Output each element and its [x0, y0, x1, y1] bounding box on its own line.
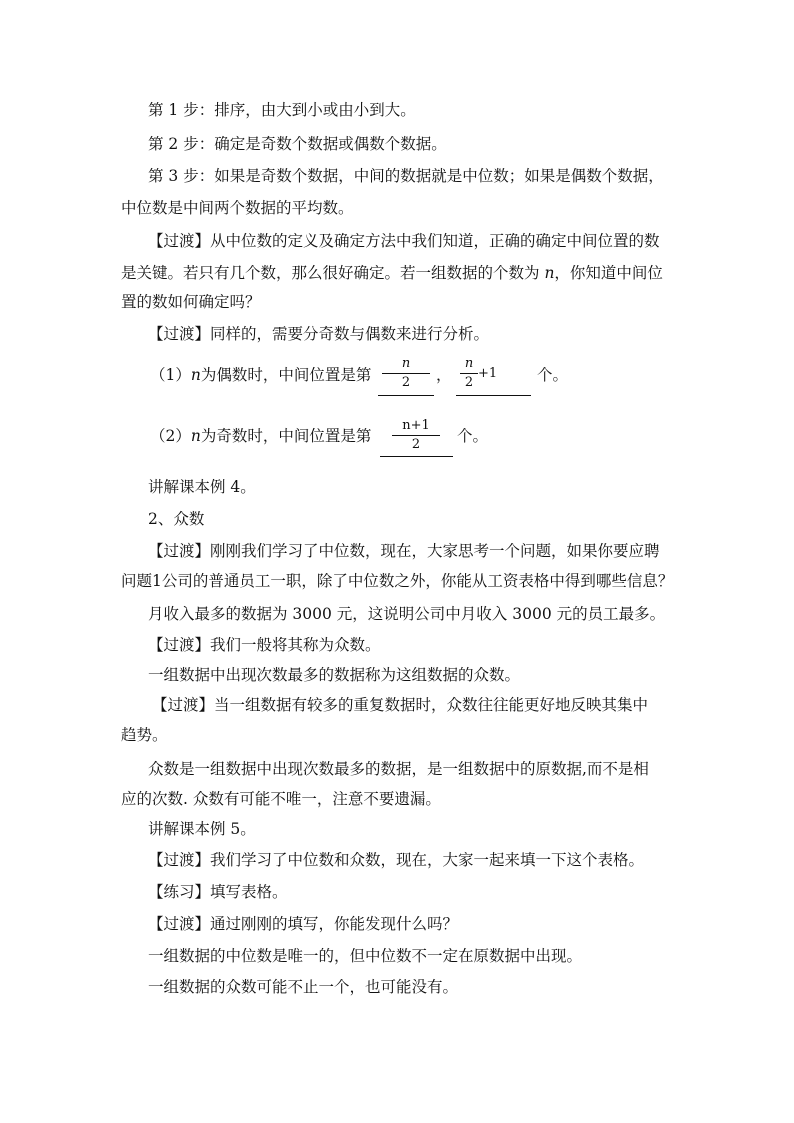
transition-3-line-1: 【过渡】刚刚我们学习了中位数，现在，大家思考一个问题，如果你要应聘	[148, 542, 660, 560]
transition-5-line-1: 【过渡】当一组数据有较多的重复数据时，众数往往能更好地反映其集中	[152, 696, 649, 714]
transition-5-line-2: 趋势。	[121, 726, 168, 744]
transition-3-line-2: 问题1公司的普通员工一职，除了中位数之外，你能从工资表格中得到哪些信息？	[121, 572, 674, 590]
section-heading-mode: 2、众数	[148, 510, 205, 528]
transition-7: 【过渡】通过刚刚的填写，你能发现什么吗？	[148, 915, 459, 933]
case-1-fraction-1: n 2	[376, 356, 436, 391]
step-2: 第 2 步：确定是奇数个数据或偶数个数据。	[148, 135, 447, 153]
case-2-suffix: 个。	[457, 427, 489, 445]
case-2-text: （2）n为奇数时，中间位置是第	[150, 427, 372, 445]
mode-note-line-2: 应的次数. 众数有可能不唯一，注意不要遗漏。	[121, 790, 441, 808]
conclusion-2: 一组数据的众数可能不止一个，也可能没有。	[148, 978, 459, 996]
case-1-suffix: 个。	[537, 366, 569, 384]
step-1: 第 1 步：排序，由大到小或由小到大。	[148, 101, 416, 119]
exercise: 【练习】填写表格。	[148, 883, 288, 901]
case-1-blank-1	[378, 395, 434, 396]
transition-1-line-1: 【过渡】从中位数的定义及确定方法中我们知道，正确的确定中间位置的数	[148, 232, 660, 250]
transition-4: 【过渡】我们一般将其称为众数。	[148, 636, 381, 654]
mode-note-line-1: 众数是一组数据中出现次数最多的数据，是一组数据中的原数据,而不是相	[148, 760, 649, 778]
conclusion-1: 一组数据的中位数是唯一的，但中位数不一定在原数据中出现。	[148, 947, 583, 965]
transition-6: 【过渡】我们学习了中位数和众数，现在，大家一起来填一下这个表格。	[148, 851, 645, 869]
example-5: 讲解课本例 5。	[148, 820, 256, 838]
mode-definition: 一组数据中出现次数最多的数据称为这组数据的众数。	[148, 666, 521, 684]
transition-1-line-2: 是关键。若只有几个数，那么很好确定。若一组数据的个数为 n，你知道中间位	[121, 264, 663, 282]
income-statement: 月收入最多的数据为 3000 元，这说明公司中月收入 3000 元的员工最多。	[148, 605, 666, 623]
case-1-text: （1）n为偶数时，中间位置是第	[150, 366, 372, 384]
example-4: 讲解课本例 4。	[148, 478, 256, 496]
case-1-blank-2	[456, 395, 531, 396]
step-3-line-2: 中位数是中间两个数据的平均数。	[121, 199, 354, 217]
case-1-comma: ，	[436, 366, 452, 384]
case-2-fraction: n+1 2	[386, 418, 446, 453]
step-3-line-1: 第 3 步：如果是奇数个数据，中间的数据就是中位数；如果是偶数个数据，	[148, 167, 664, 185]
case-2-blank	[380, 456, 453, 457]
transition-2: 【过渡】同样的，需要分奇数与偶数来进行分析。	[148, 325, 490, 343]
case-1-fraction-2: $\frac{n}{2}$ +1	[460, 356, 520, 391]
transition-1-line-3: 置的数如何确定吗？	[121, 293, 261, 311]
